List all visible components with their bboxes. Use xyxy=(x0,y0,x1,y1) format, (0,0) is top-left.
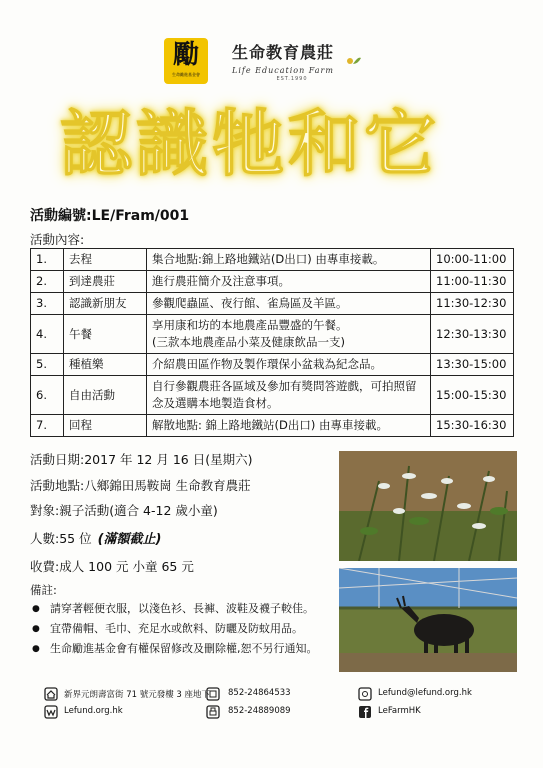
note-item: ● 請穿著輕便衣服，以淺色衫、長褲、波鞋及襪子較佳。 xyxy=(30,599,318,619)
activity-place: 活動地點:八鄉錦田馬鞍崗 生命教育農莊 xyxy=(30,478,251,493)
schedule-row xyxy=(31,376,514,415)
full-notice: (滿額截止) xyxy=(97,532,162,547)
row-activity: 去程 xyxy=(64,249,147,271)
schedule-row xyxy=(31,415,514,437)
row-number: 7. xyxy=(31,415,64,437)
address-icon xyxy=(44,686,58,700)
footer-email[interactable]: Lefund@lefund.org.hk xyxy=(378,688,472,698)
leaf-icon xyxy=(344,52,362,70)
row-activity: 回程 xyxy=(64,415,147,437)
row-activity: 到達農莊 xyxy=(64,271,147,293)
facebook-icon xyxy=(358,704,372,718)
row-detail: 集合地點:錦上路地鐵站(D出口) 由專車接載。 xyxy=(147,249,431,271)
footer-tel: 852-24864533 xyxy=(228,688,291,698)
farm-est: EST.1990 xyxy=(276,76,308,82)
row-time: 10:00-11:00 xyxy=(431,249,514,271)
activity-date: 活動日期:2017 年 12 月 16 日(星期六) xyxy=(30,452,253,467)
note-item: ● 生命勵進基金會有權保留修改及刪除權,恕不另行通知。 xyxy=(30,639,318,659)
notes-list xyxy=(30,599,318,659)
row-time: 15:30-16:30 xyxy=(431,415,514,437)
row-activity: 種植樂 xyxy=(64,354,147,376)
plant-photo xyxy=(339,451,517,561)
row-detail: 自行參觀農莊各區域及參加有獎問答遊戲，可拍照留念及選購本地製造食材。 xyxy=(147,376,431,415)
row-number: 3. xyxy=(31,293,64,315)
schedule-row xyxy=(31,271,514,293)
row-detail: 進行農莊簡介及注意事項。 xyxy=(147,271,431,293)
row-detail: 參觀爬蟲區、夜行館、雀鳥區及羊區。 xyxy=(147,293,431,315)
activity-fee: 收費:成人 100 元 小童 65 元 xyxy=(30,559,194,574)
note-item: ● 宜帶備帽、毛巾、充足水或飲料、防曬及防蚊用品。 xyxy=(30,619,318,639)
schedule-row xyxy=(31,293,514,315)
row-activity: 認識新朋友 xyxy=(64,293,147,315)
activity-count: 人數:55 位 (滿額截止) xyxy=(30,531,162,547)
schedule-table xyxy=(30,248,514,437)
row-time: 11:00-11:30 xyxy=(431,271,514,293)
row-number: 2. xyxy=(31,271,64,293)
schedule-row xyxy=(31,354,514,376)
content-label: 活動內容: xyxy=(30,232,85,247)
lefund-logo: 勵 生命勵進基金會 xyxy=(164,38,208,84)
email-icon xyxy=(358,686,372,700)
row-time: 11:30-12:30 xyxy=(431,293,514,315)
activity-code: 活動編號:LE/Fram/001 xyxy=(30,208,190,224)
footer-facebook[interactable]: LeFarmHK xyxy=(378,706,421,716)
row-activity: 午餐 xyxy=(64,315,147,354)
farm-logo xyxy=(232,40,352,82)
row-time: 13:30-15:00 xyxy=(431,354,514,376)
notes-label: 備註: xyxy=(30,583,57,597)
fax-icon xyxy=(206,704,220,718)
goat-photo xyxy=(339,568,517,672)
row-number: 4. xyxy=(31,315,64,354)
row-time: 12:30-13:30 xyxy=(431,315,514,354)
row-time: 15:00-15:30 xyxy=(431,376,514,415)
phone-icon xyxy=(206,686,220,700)
footer-fax: 852-24889089 xyxy=(228,706,291,716)
row-number: 1. xyxy=(31,249,64,271)
row-detail: 解散地點: 錦上路地鐵站(D出口) 由專車接載。 xyxy=(147,415,431,437)
row-number: 6. xyxy=(31,376,64,415)
schedule-row xyxy=(31,249,514,271)
footer-address: 新界元朗壽富街 71 號元發樓 3 座地下 xyxy=(64,690,211,700)
activity-target: 對象:親子活動(適合 4-12 歲小童) xyxy=(30,503,218,518)
schedule-row xyxy=(31,315,514,354)
footer-website[interactable]: Lefund.org.hk xyxy=(64,706,123,716)
farm-name-en: Life Education Farm xyxy=(232,66,334,75)
website-icon xyxy=(44,704,58,718)
row-number: 5. xyxy=(31,354,64,376)
row-activity: 自由活動 xyxy=(64,376,147,415)
farm-name: 生命教育農莊 xyxy=(232,43,335,62)
page-title: 認識牠和它 xyxy=(60,102,441,186)
row-detail: 介紹農田區作物及製作環保小盆栽為紀念品。 xyxy=(147,354,431,376)
row-detail: 享用康和坊的本地農產品豐盛的午餐。 (三款本地農產品小菜及健康飲品一支) xyxy=(147,315,431,354)
